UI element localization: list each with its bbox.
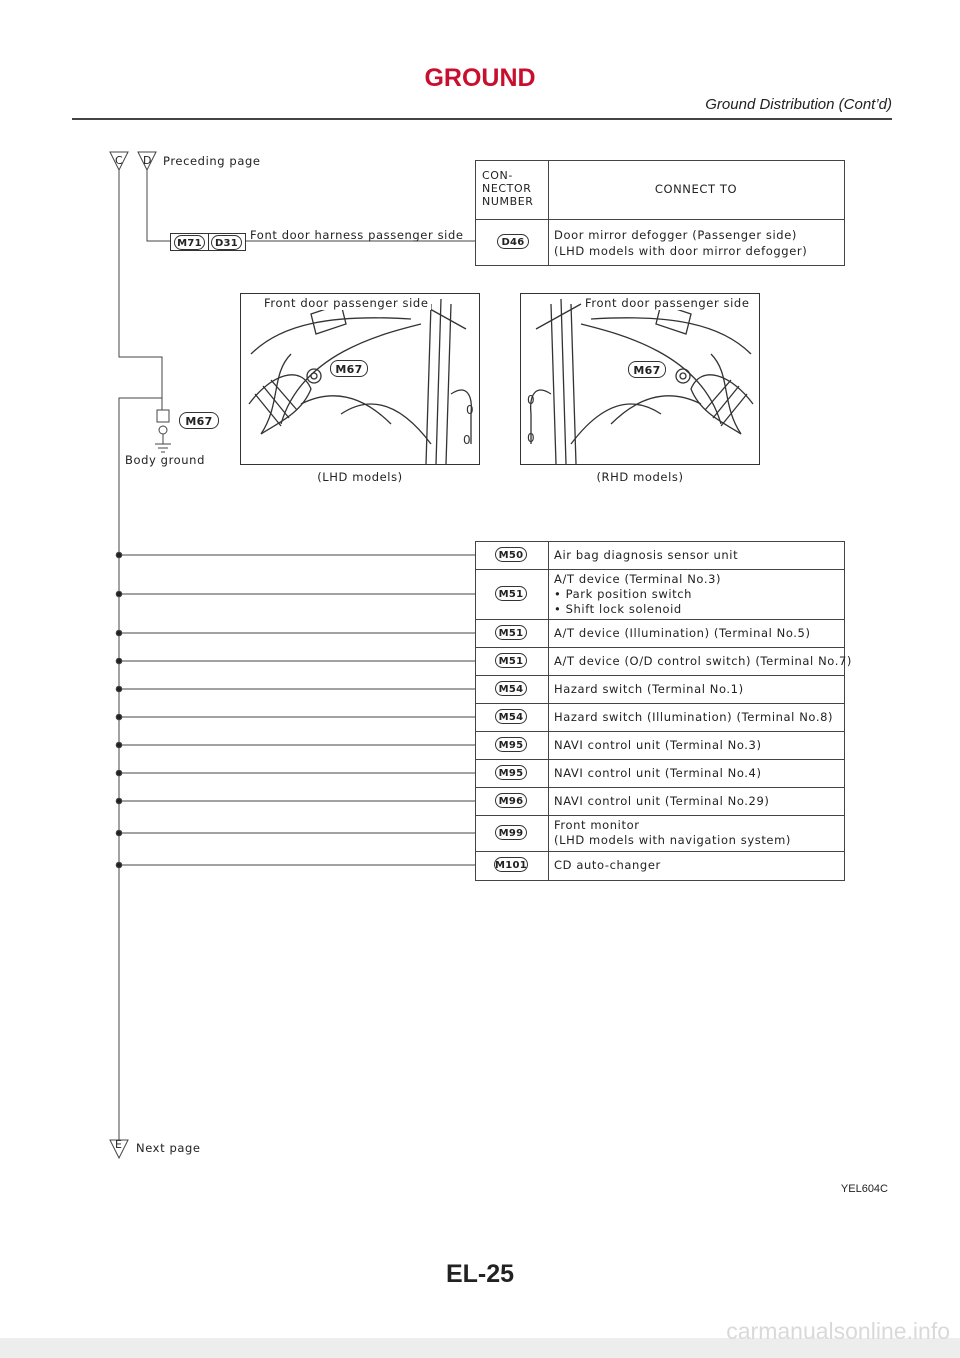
ground-row-connector-badge: M54 xyxy=(495,681,527,696)
ground-row-connector-badge: M51 xyxy=(495,625,527,640)
ground-row-connector-badge: M54 xyxy=(495,709,527,724)
body-ground-label: Body ground xyxy=(125,453,205,467)
ground-branch-junction xyxy=(116,591,122,597)
ground-row-description: Hazard switch (Illumination) (Terminal No.8) xyxy=(554,709,834,724)
svg-text:0: 0 xyxy=(463,433,471,447)
lhd-photo-title: Front door passenger side xyxy=(264,296,429,310)
ground-bus xyxy=(119,398,162,1140)
table-header-connect-to: CONNECT TO xyxy=(654,182,738,196)
ground-connector-m67-badge: M67 xyxy=(179,412,219,429)
ground-row-description: A/T device (Illumination) (Terminal No.5) xyxy=(554,625,811,640)
connector-d46-badge: D46 xyxy=(497,234,529,249)
ground-row-description: CD auto-changer xyxy=(554,857,661,872)
ground-row-description: Front monitor (LHD models with navigation system) xyxy=(554,818,791,847)
lhd-caption: (LHD models) xyxy=(317,470,403,484)
table-row-divider xyxy=(475,759,845,760)
ground-row-description: A/T device (O/D control switch) (Terminal No.7) xyxy=(554,653,852,668)
rhd-m67-tag: M67 xyxy=(628,361,666,378)
connector-e-label: E xyxy=(115,1138,123,1151)
rhd-photo-illustration xyxy=(521,294,760,465)
ground-row-connector-badge: M95 xyxy=(495,765,527,780)
lhd-photo-illustration xyxy=(241,294,480,465)
harness-label: Font door harness passenger side xyxy=(250,228,464,242)
ground-branch-junction xyxy=(116,630,122,636)
ground-row-description: NAVI control unit (Terminal No.29) xyxy=(554,793,770,808)
table-row-divider xyxy=(475,787,845,788)
ground-branch-junction xyxy=(116,714,122,720)
wire-d xyxy=(147,170,170,241)
ground-row-description: A/T device (Terminal No.3) • Park position switch • Shift lock solenoid xyxy=(554,571,722,616)
ground-branch-junction xyxy=(116,686,122,692)
rhd-caption: (RHD models) xyxy=(596,470,684,484)
figure-id: YEL604C xyxy=(840,1183,888,1195)
ground-branch-junction xyxy=(116,658,122,664)
table-header-connector-number: CON- NECTOR NUMBER xyxy=(482,169,534,208)
svg-text:0: 0 xyxy=(466,403,474,417)
ground-branch-junction xyxy=(116,798,122,804)
connector-m71-badge: M71 xyxy=(174,235,205,250)
table-row-divider xyxy=(475,703,845,704)
table-row-divider xyxy=(475,675,845,676)
page-number: EL-25 xyxy=(445,1260,515,1288)
page-subtitle: Ground Distribution (Cont’d) xyxy=(705,96,892,113)
ground-branch-junction xyxy=(116,830,122,836)
next-page-label: Next page xyxy=(136,1141,201,1155)
preceding-page-label: Preceding page xyxy=(163,154,261,168)
connector-d31-badge: D31 xyxy=(211,235,242,250)
table-row-divider xyxy=(475,851,845,852)
ground-row-connector-badge: M50 xyxy=(495,547,527,562)
ground-row-description: NAVI control unit (Terminal No.4) xyxy=(554,765,762,780)
svg-text:0: 0 xyxy=(527,431,535,445)
table-row-divider xyxy=(475,731,845,732)
page-title: GROUND xyxy=(424,64,536,92)
lhd-m67-tag: M67 xyxy=(330,360,368,377)
ground-row-connector-badge: M96 xyxy=(495,793,527,808)
ground-row-description: NAVI control unit (Terminal No.3) xyxy=(554,737,762,752)
lhd-location-photo xyxy=(240,293,480,465)
table-row-divider xyxy=(475,815,845,816)
rhd-location-photo xyxy=(520,293,760,465)
footer-watermark: carmanualsonline.info xyxy=(726,1318,950,1344)
ground-branch-junction xyxy=(116,770,122,776)
ground-row-description: Hazard switch (Terminal No.1) xyxy=(554,681,744,696)
table-row-divider xyxy=(475,619,845,620)
ground-row-connector-badge: M101 xyxy=(494,857,528,872)
ground-row-connector-badge: M51 xyxy=(495,653,527,668)
ground-branch-junction xyxy=(116,742,122,748)
table-row-divider xyxy=(475,569,845,570)
ground-branch-junction xyxy=(116,552,122,558)
ground-connector-body xyxy=(157,410,169,422)
wire-c xyxy=(119,170,162,410)
table-row-divider xyxy=(475,647,845,648)
connector-c-label: C xyxy=(115,154,124,167)
d46-description: Door mirror defogger (Passenger side) (LHD models with door mirror defogger) xyxy=(554,228,808,258)
svg-text:0: 0 xyxy=(527,393,535,407)
ground-row-description: Air bag diagnosis sensor unit xyxy=(554,547,739,562)
ground-branch-junction xyxy=(116,862,122,868)
ground-row-connector-badge: M99 xyxy=(495,825,527,840)
ground-terminal xyxy=(159,426,167,434)
ground-row-connector-badge: M51 xyxy=(495,586,527,601)
ground-row-connector-badge: M95 xyxy=(495,737,527,752)
connector-d-label: D xyxy=(143,154,153,167)
rhd-photo-title: Front door passenger side xyxy=(585,296,750,310)
